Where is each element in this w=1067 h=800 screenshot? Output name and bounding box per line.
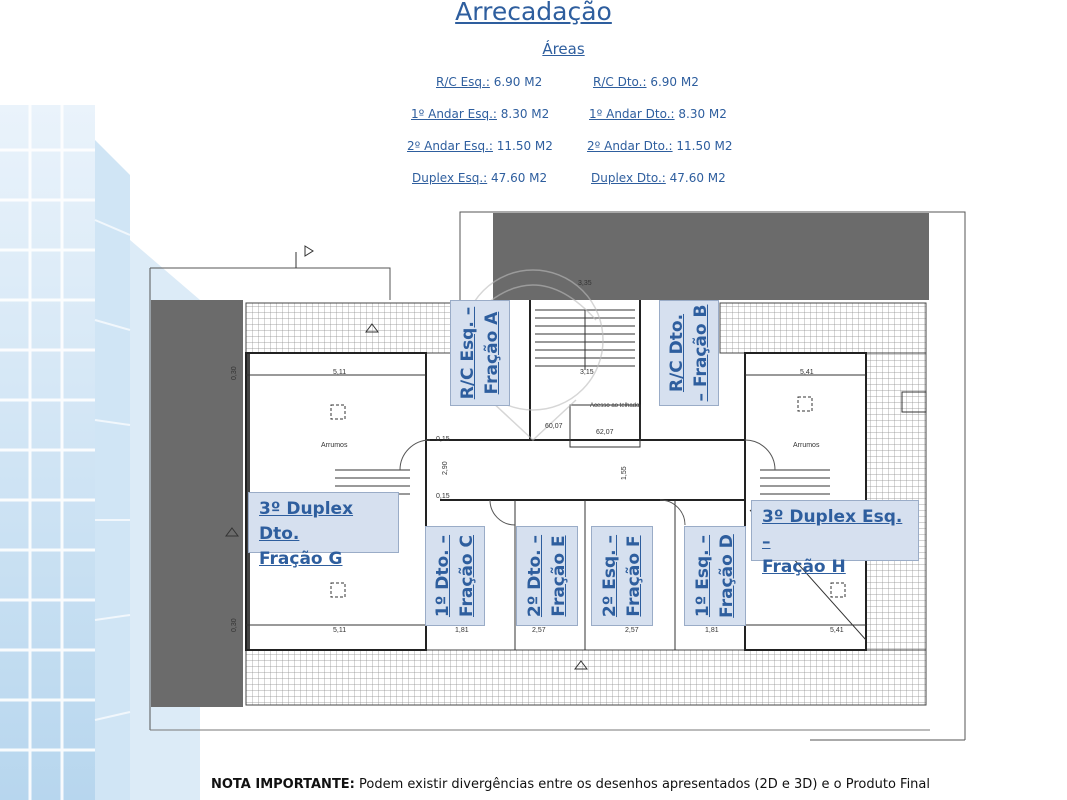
dark-slab-left — [151, 300, 243, 707]
areas-heading: Áreas — [542, 40, 585, 58]
area-duplex-esq: Duplex Esq.: 47.60 M2 — [412, 171, 548, 185]
dim-6: 2,57 — [532, 627, 546, 634]
dim-10: 0,30 — [231, 366, 238, 380]
dim-2: 5,41 — [800, 369, 814, 376]
dim-15: 0,15 — [436, 493, 450, 500]
dim-11: 0,30 — [231, 618, 238, 632]
fraction-e-label — [516, 526, 578, 626]
fraction-b-line2: – Fração B — [691, 304, 711, 402]
page-title: Arrecadação — [455, 0, 612, 26]
fraction-d-line1: 1º Esq. – — [693, 534, 713, 618]
fraction-e-line2: Fração E — [549, 535, 569, 617]
fraction-g-line1: 3º Duplex Dto. — [259, 499, 354, 544]
fraction-f-line2: Fração F — [624, 535, 644, 617]
label-acesso: Acesso ao telhado — [590, 403, 640, 409]
dim-5: 3,15 — [580, 369, 594, 376]
area-1-esq: 1º Andar Esq.: 8.30 M2 — [411, 107, 550, 121]
note-label: NOTA IMPORTANTE: — [210, 777, 355, 792]
area-2-dto: 2º Andar Dto.: 11.50 M2 — [587, 139, 733, 153]
dim-0: 5,11 — [333, 369, 347, 376]
fraction-c-label — [425, 526, 485, 626]
fraction-f-line1: 2º Esq. – — [600, 534, 620, 618]
fraction-c-line2: Fração C — [457, 534, 477, 618]
dim-9: 1,81 — [705, 627, 719, 634]
fraction-e-line1: 2º Dto. – — [525, 534, 545, 618]
dim-4: 3,35 — [578, 280, 592, 287]
fraction-g-line2: Fração G — [259, 549, 343, 569]
fraction-b-line1: R/C Dto. — [667, 313, 687, 393]
dim-17: 60,07 — [545, 423, 563, 430]
fraction-f-label — [591, 526, 653, 626]
dim-16: 62,07 — [596, 429, 614, 436]
dim-1: 5,11 — [333, 627, 347, 634]
fraction-h-line2: Fração H — [762, 557, 846, 577]
label-arrumos-left: Arrumos — [321, 442, 348, 449]
fraction-a-line1: R/C Esq. – — [458, 306, 478, 400]
dim-13: 1,55 — [621, 466, 628, 480]
area-rc-esq: R/C Esq.: 6.90 M2 — [436, 75, 543, 89]
dim-8: 1,81 — [455, 627, 469, 634]
dark-slab-top — [493, 213, 929, 300]
area-1-dto: 1º Andar Dto.: 8.30 M2 — [589, 107, 727, 121]
label-arrumos-right: Arrumos — [793, 442, 820, 449]
area-2-esq: 2º Andar Esq.: 11.50 M2 — [407, 139, 553, 153]
important-note — [0, 777, 1067, 792]
fraction-d-label — [684, 526, 746, 626]
area-rc-dto: R/C Dto.: 6.90 M2 — [593, 75, 699, 89]
fraction-c-line1: 1º Dto. – — [433, 534, 453, 618]
fraction-d-line2: Fração D — [717, 534, 737, 618]
fraction-h-line1: 3º Duplex Esq. – — [762, 507, 903, 552]
dim-7: 2,57 — [625, 627, 639, 634]
note-text: Podem existir divergências entre os desenhos apresentados (2D e 3D) e o Produto Final — [354, 777, 931, 792]
dim-3: 5,41 — [830, 627, 844, 634]
fraction-g-label — [248, 492, 399, 569]
fraction-h-label — [751, 500, 919, 577]
fraction-a-label — [450, 300, 510, 406]
area-duplex-dto: Duplex Dto.: 47.60 M2 — [591, 171, 726, 185]
fraction-a-line2: Fração A — [482, 311, 502, 395]
dim-12: 2,90 — [442, 461, 449, 475]
dim-14: 0,15 — [436, 436, 450, 443]
fraction-b-label — [659, 300, 719, 406]
